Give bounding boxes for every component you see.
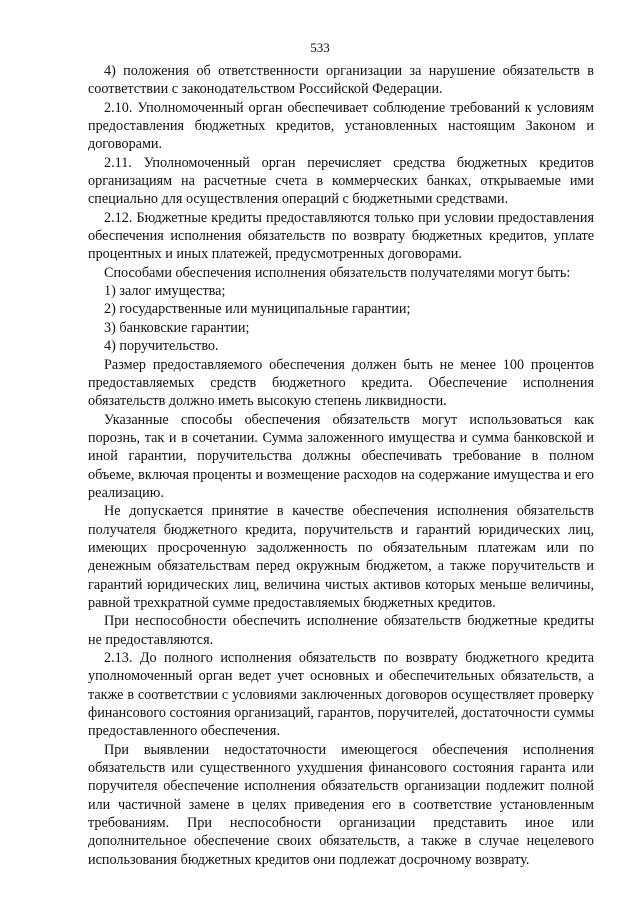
paragraph-security-amount: Размер предоставляемого обеспечения должен быть не менее 100 процентов предоставляемых средств бюджетного кредита. Обеспечение исполнения обязательств должно иметь высокую степень ликвидности. — [88, 356, 594, 410]
list-item-state-guarantees: 2) государственные или муниципальные гарантии; — [104, 301, 411, 318]
paragraph-liability-clause: 4) положения об ответственности организации за нарушение обязательств в соответствии с законодательством Российской Федерации. — [88, 63, 594, 98]
paragraph-security-methods-intro: Способами обеспечения исполнения обязательств получателями могут быть: — [104, 264, 571, 281]
list-item-surety: 4) поручительство. — [104, 338, 219, 355]
paragraph-no-credit: При неспособности обеспечить исполнение обязательств бюджетные кредиты не предоставляются. — [88, 613, 594, 648]
list-item-bank-guarantees: 3) банковские гарантии; — [104, 319, 250, 336]
paragraph-2-11: 2.11. Уполномоченный орган перечисляет средства бюджетных кредитов организациям на расчетные счета в коммерческих банках, открываемые ими специально для осуществления операций с бюджетными средствами. — [88, 154, 594, 208]
paragraph-security-combination: Указанные способы обеспечения обязательств могут использоваться как порознь, так и в сочетании. Сумма заложенного имущества и сумма банковской и иной гарантии, поручительства должны обеспечивать требование в полном объеме, включая проценты и возмещение расходов на содержание имущества и его реализацию. — [88, 411, 594, 501]
paragraph-security-restrictions: Не допускается принятие в качестве обеспечения исполнения обязательств получателя бюджетного кредита, поручительств и гарантий юридических лиц, имеющих просроченную задолженность по обязательным платежам или по денежным обязательствам перед окружным бюджетом, а также поручительств и гарантий юридических лиц, величина чистых активов которых меньше величины, равной трехкратной сумме предоставляемых бюджетных кредитов. — [88, 503, 594, 611]
paragraph-early-repayment: При выявлении недостаточности имеющегося обеспечения исполнения обязательств или существенного ухудшения финансового состояния гаранта или поручителя обеспечение исполнения обязательств организации подлежит полной или частичной замене в целях приведения его в соответствие установленным требованиям. При неспособности организации представить иное или дополнительное обеспечение своих обязательств, а также в случае нецелевого использования бюджетных кредитов они подлежат досрочному возврату. — [88, 741, 594, 868]
list-item-pledge: 1) залог имущества; — [104, 283, 226, 300]
paragraph-2-12: 2.12. Бюджетные кредиты предоставляются только при условии предоставления обеспечения исполнения обязательств по возврату бюджетных кредитов, уплате процентных и иных платежей, предусмотренных договорами. — [88, 209, 594, 263]
document-body — [88, 62, 594, 869]
page-number: 533 — [310, 40, 330, 55]
paragraph-2-10: 2.10. Уполномоченный орган обеспечивает соблюдение требований к условиям предоставления бюджетных кредитов, установленных настоящим Законом и договорами. — [88, 99, 594, 153]
paragraph-2-13: 2.13. До полного исполнения обязательств по возврату бюджетного кредита уполномоченный орган ведет учет основных и обеспечительных обязательств, а также в соответствии с условиями заключенных договоров осуществляет проверку финансового состояния организаций, гарантов, поручителей, достаточности суммы предоставленного обеспечения. — [88, 650, 594, 740]
